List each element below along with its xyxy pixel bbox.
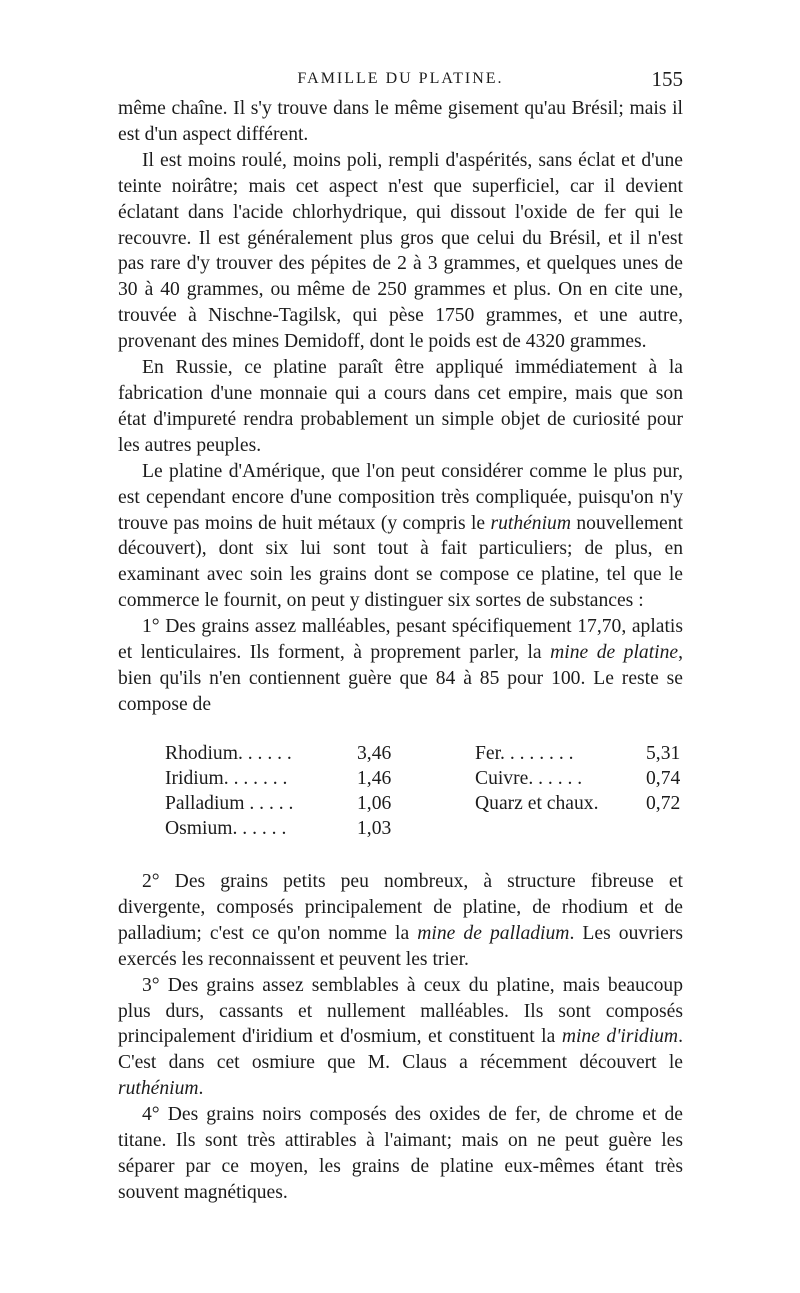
element-name: Quarz et chaux. xyxy=(475,793,599,814)
paragraph-text: 4° Des grains noirs composés des oxides de fer, de chrome et de titane. Ils sont très attirables à l'aimant; mais on ne peut guère les séparer par ce moyen, les grains de platine eux-mêmes étant très souvent magnétiques. xyxy=(118,1104,683,1203)
composition-row xyxy=(475,791,705,816)
composition-row xyxy=(165,816,415,841)
italic-term: mine de platine xyxy=(550,642,679,664)
italic-term: ruthénium xyxy=(118,1078,199,1100)
paragraph xyxy=(118,355,683,459)
composition-row xyxy=(165,766,415,791)
paragraph-text: . C'est dans cet osmiure que M. Claus a récemment découvert le xyxy=(118,1026,683,1074)
italic-term: mine de palladium xyxy=(417,922,570,944)
paragraph xyxy=(118,96,683,148)
element-value: 1,03 xyxy=(357,818,392,839)
paragraph xyxy=(118,973,683,1103)
body-text-bottom xyxy=(118,869,683,1206)
paragraph-text: . xyxy=(198,1078,204,1100)
element-name: Palladium . . . . . xyxy=(165,793,294,814)
italic-term: ruthénium xyxy=(490,512,571,534)
element-value: 0,72 xyxy=(646,793,681,814)
paragraph-text: Il est moins roulé, moins poli, rempli d'aspérités, sans éclat et d'une teinte noirâtre; mais cet aspect n'est que superficiel, car il devient éclatant dans l'acide chlorhydrique, qui dissout l'oxide de fer qui le recouvre. Il est généralement plus gros que celui du Brésil, et il n'est pas rare d'y trouver des pépites de 2 à 3 grammes, et quelques unes de 30 à 40 grammes, ou même de 250 grammes et plus. On en cite une, trouvée à Nischne-Tagilsk, qui pèse 1750 grammes, et une autre, provenant des mines Demidoff, dont le poids est de 4320 grammes. xyxy=(118,149,683,353)
element-name: Fer. . . . . . . . xyxy=(475,743,574,764)
paragraph-text: Le platine d'Amérique, que l'on peut considérer comme le plus pur, est cependant encore d'une composition très compliquée, puisqu'on n'y trouve pas moins de huit métaux (y compris le xyxy=(118,460,683,534)
paragraph xyxy=(118,459,683,614)
paragraph-text: En Russie, ce platine paraît être appliqué immédiatement à la fabrication d'une monnaie qui a cours dans cet empire, mais que son état d'impureté rendra probablement un simple objet de curiosité pour les autres peuples. xyxy=(118,357,683,456)
element-value: 1,46 xyxy=(357,768,392,789)
paragraph-text: 2° Des grains petits peu nombreux, à structure fibreuse et divergente, composés principalement de platine, de rhodium et de palladium; c'est ce qu'on nomme la xyxy=(118,871,683,944)
italic-term: mine d'iridium xyxy=(561,1026,679,1048)
paragraph-text: 1° Des grains assez malléables, pesant spécifiquement 17,70, aplatis et lenticulaires. Ils forment, à proprement parler, la xyxy=(118,616,683,664)
paragraph xyxy=(118,1102,683,1206)
composition-row xyxy=(475,741,705,766)
composition-row xyxy=(475,766,705,791)
element-name: Osmium. . . . . . xyxy=(165,818,287,839)
element-name: Iridium. . . . . . . xyxy=(165,768,288,789)
paragraph xyxy=(118,869,683,973)
element-name: Cuivre. . . . . . xyxy=(475,768,583,789)
element-value: 5,31 xyxy=(646,743,681,764)
paragraph-text: même chaîne. Il s'y trouve dans le même gisement qu'au Brésil; mais il est d'un aspect différent. xyxy=(118,98,683,145)
paragraph-text: . Les ouvriers exercés les reconnaissent et peuvent les trier. xyxy=(118,922,683,970)
composition-row xyxy=(165,741,415,766)
element-value: 0,74 xyxy=(646,768,681,789)
paragraph-text: 3° Des grains assez semblables à ceux du platine, mais beaucoup plus durs, cassants et nullement malléables. Ils sont composés principalement d'iridium et d'osmium, et constituent la xyxy=(118,974,683,1048)
paragraph xyxy=(118,614,683,718)
body-text-top xyxy=(118,96,683,718)
paragraph-text: nouvellement découvert), dont six lui sont tout à fait particuliers; de plus, en examinant avec soin les grains dont se compose ce platine, tel que le commerce le fournit, on peut y distinguer six sortes de substances : xyxy=(118,512,683,612)
paragraph-text: , bien qu'ils n'en contiennent guère que 84 à 85 pour 100. Le reste se compose de xyxy=(118,642,683,715)
element-value: 3,46 xyxy=(357,743,392,764)
element-name: Rhodium. . . . . . xyxy=(165,743,292,764)
composition-row xyxy=(165,791,415,816)
paragraph xyxy=(118,148,683,355)
page-header xyxy=(118,67,683,96)
composition-column-left xyxy=(165,741,415,841)
page-number: 155 xyxy=(651,67,683,91)
element-value: 1,06 xyxy=(357,793,392,814)
composition-column-right xyxy=(475,741,705,816)
running-title: FAMILLE DU PLATINE. xyxy=(297,70,504,87)
